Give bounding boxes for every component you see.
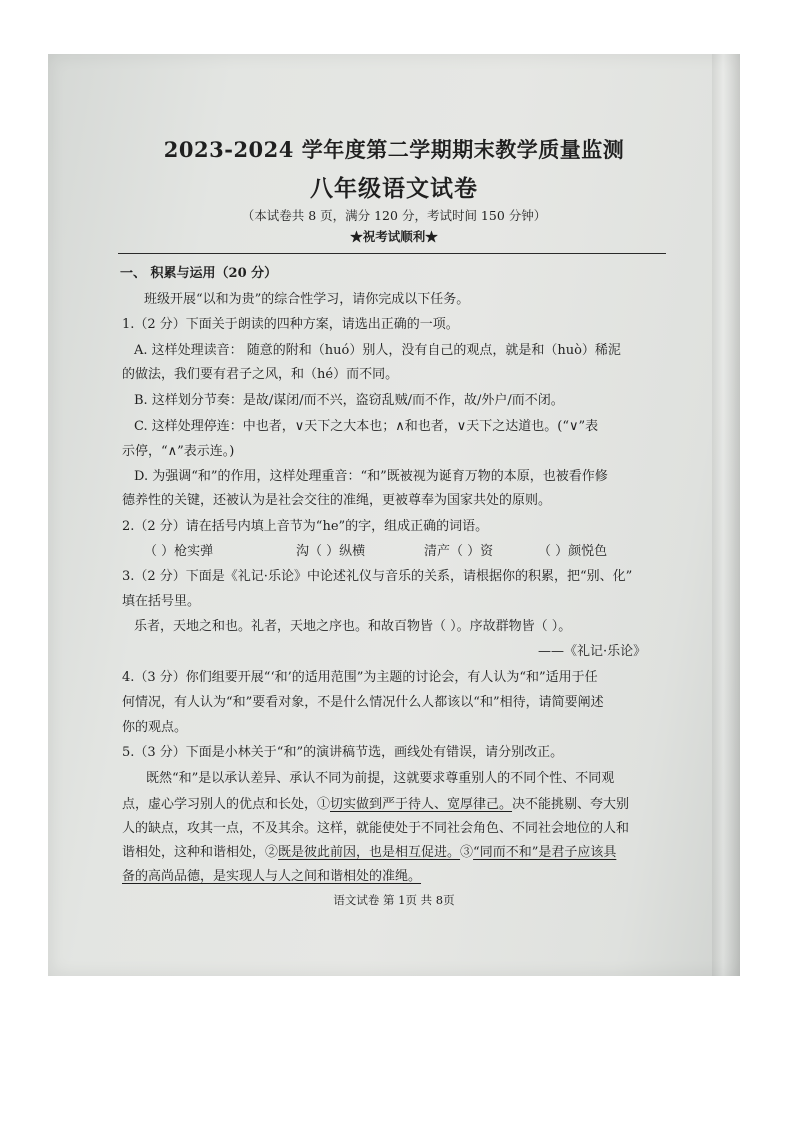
q2-item-1: （ ）枪实弹: [144, 544, 214, 559]
q5-stem: 5.（3 分）下面是小林关于“和”的演讲稿节选，画线处有错误，请分别改正。: [122, 745, 564, 760]
q5-text: ③: [460, 845, 474, 860]
q5-text: 点，虚心学习别人的优点和长处，①: [122, 797, 331, 812]
q1-option-a-line1: A. 这样处理读音： 随意的附和（huó）别人，没有自己的观点，就是和（huò）稀泥: [134, 343, 621, 358]
q3-stem-line2: 填在括号里。: [122, 594, 201, 609]
exam-paper-sheet: [48, 54, 740, 976]
q2-item-3: 清产（ ）资: [424, 544, 494, 559]
q1-option-d-line1: D. 为强调“和”的作用，这样处理重音：“和”既被视为诞育万物的本原，也被看作修: [134, 469, 608, 484]
q1-option-c-line1: C. 这样处理停连：中也者，∨天下之大本也；∧和也者，∨天下之达道也。(“∨”表: [134, 419, 599, 434]
q5-paragraph-line3: 人的缺点，攻其一点，不及其余。这样，就能使处于不同社会角色、不同社会地位的人和: [122, 821, 630, 836]
q5-underlined-error-1: 切实做到严于待人、宽厚律己。: [330, 797, 513, 812]
exam-note: （本试卷共 8 页，满分 120 分，考试时间 150 分钟）: [241, 208, 547, 223]
exam-wish: ★祝考试顺利★: [350, 229, 438, 244]
page-footer: 语文试卷 第 1页 共 8页: [333, 893, 455, 907]
q5-paragraph-line5: [122, 870, 421, 883]
q5-underlined-error-2: 既是彼此前因，也是相互促进。: [278, 845, 461, 860]
q2-item-2: 沟（ ）纵横: [296, 544, 366, 559]
q1-option-d-line2: 德养性的关键，还被认为是社会交往的准绳，更被尊奉为国家共处的原则。: [122, 493, 552, 508]
q5-text: 谐相处，这种和谐相处，②: [122, 845, 279, 860]
exam-title: 2023-2024 学年度第二学期期末教学质量监测: [163, 137, 625, 162]
q2-stem: 2.（2 分）请在括号内填上音节为“he”的字，组成正确的词语。: [122, 519, 489, 534]
q1-stem: 1.（2 分）下面关于朗读的四种方案，请选出正确的一项。: [122, 317, 459, 332]
section1-heading: 一、 积累与运用（20 分）: [120, 266, 278, 281]
q1-option-b: B. 这样划分节奏：是故/谋闭/而不兴，盗窃乱贼/而不作，故/外户/而不闭。: [134, 393, 564, 408]
q4-line3: 你的观点。: [122, 720, 188, 735]
q5-underlined-error-3: “同而不和”是君子应该具: [473, 845, 617, 860]
q2-item-4: （ ）颜悦色: [538, 544, 608, 559]
q5-paragraph-line1: 既然“和”是以承认差异、承认不同为前提，这就要求尊重别人的不同个性、不同观: [146, 771, 615, 786]
q1-option-c-line2: 示停，“∧”表示连。): [122, 444, 235, 459]
header-divider: [118, 253, 666, 254]
exam-subtitle: 八年级语文试卷: [310, 175, 478, 202]
q5-paragraph-line4: [122, 846, 616, 859]
q5-paragraph-line2: [122, 798, 629, 811]
q4-line2: 何情况，有人认为“和”要看对象，不是什么情况什么人都该以“和”相待，请简要阐述: [122, 695, 604, 710]
q3-quote: 乐者，天地之和也。礼者，天地之序也。和故百物皆（ ）。序故群物皆（ ）。: [134, 619, 572, 634]
q5-text: 决不能挑剔、夸大别: [512, 797, 630, 812]
q3-source: ——《礼记·乐论》: [538, 644, 647, 659]
q1-option-a-line2: 的做法，我们要有君子之风，和（hé）而不同。: [122, 367, 399, 382]
q5-underlined-error-3-cont: 备的高尚品德，是实现人与人之间和谐相处的准绳。: [122, 869, 422, 884]
q3-stem-line1: 3.（2 分）下面是《礼记·乐论》中论述礼仪与音乐的关系，请根据你的积累，把“别、化”: [122, 569, 633, 584]
section1-intro: 班级开展“以和为贵”的综合性学习，请你完成以下任务。: [144, 292, 470, 307]
q4-line1: 4.（3 分）你们组要开展“‘和’的适用范围”为主题的讨论会，有人认为“和”适用于任: [122, 670, 598, 685]
